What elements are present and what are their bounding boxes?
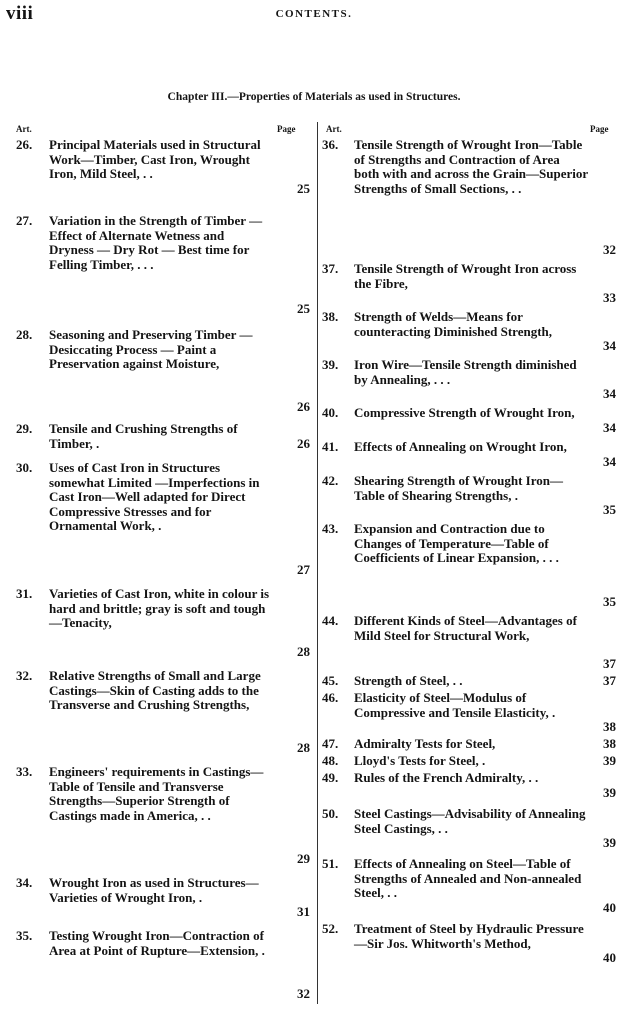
entry-page: 26 [297,399,310,415]
entry-text: Varieties of Cast Iron, white in colour is hard and brittle; gray is soft and tough—Tenacity, [49,586,270,631]
entry-text: Seasoning and Preserving Timber — Desiccating Process — Paint a Preservation against Moisture, [49,327,253,372]
entry-text: Rules of the French Admiralty, . . [354,770,539,785]
toc-entry [16,138,312,197]
toc-entry [322,138,618,258]
entry-number: 31. [16,586,33,601]
entry-number: 26. [16,137,33,152]
entry-text: Admiralty Tests for Steel, [354,736,496,751]
toc-entry [322,771,618,801]
entry-page: 34 [603,338,616,354]
toc-entry [16,669,312,756]
entry-page: 35 [603,502,616,518]
entry-page: 39 [603,753,616,769]
toc-entry [322,522,618,610]
entry-text: Different Kinds of Steel—Advantages of Mild Steel for Structural Work, [354,613,577,643]
entry-number: 50. [322,806,339,821]
entry-number: 30. [16,460,33,475]
entry-text: Testing Wrought Iron—Contraction of Area at Point of Rupture—Extension, . [49,928,265,958]
entry-page: 27 [297,562,310,578]
toc-entry [16,214,312,317]
entry-number: 48. [322,753,339,768]
entry-page: 32 [603,242,616,258]
entry-number: 28. [16,327,33,342]
entry-text: Principal Materials used in Structural Work—Timber, Cast Iron, Wrought Iron, Mild Steel, . . [49,137,261,182]
entry-text: Expansion and Contraction due to Changes of Temperature—Table of Coefficients of Linear Expansion, . . . [354,521,559,566]
entry-text: Strength of Steel, . . [354,673,463,688]
page-number: viii [6,3,34,24]
entry-page: 34 [603,420,616,436]
toc-entry [16,328,312,415]
entry-text: Treatment of Steel by Hydraulic Pressure—Sir Jos. Whitworth's Method, [354,921,584,951]
entry-page: 34 [603,386,616,402]
entry-page: 40 [603,950,616,966]
entry-text: Wrought Iron as used in Structures—Varieties of Wrought Iron, . [49,875,259,905]
running-head: CONTENTS. [275,8,353,20]
toc-entry [322,406,618,436]
entry-number: 34. [16,875,33,890]
entry-text: Elasticity of Steel—Modulus of Compressive and Tensile Elasticity, . [354,690,556,720]
entry-page: 28 [297,740,310,756]
right-page-label: Page [590,124,609,134]
toc-entry [322,754,618,769]
entry-text: Steel Castings—Advisability of Annealing Steel Castings, . . [354,806,586,836]
toc-entry [322,922,618,966]
entry-page: 39 [603,785,616,801]
entry-number: 49. [322,770,339,785]
right-art-label: Art. [326,124,342,134]
entry-page: 34 [603,454,616,470]
left-page-label: Page [277,124,296,134]
toc-entry [16,765,312,867]
entry-number: 32. [16,668,33,683]
entry-text: Tensile Strength of Wrought Iron—Table of Strengths and Contraction of Area both with and across the Grain—Superior Strengths of Small Sections, . . [354,137,588,196]
entry-number: 44. [322,613,339,628]
toc-entry [16,876,312,920]
entry-number: 39. [322,357,339,372]
entry-number: 46. [322,690,339,705]
toc-entry [322,310,618,354]
toc-entry [322,474,618,518]
entry-text: Variation in the Strength of Timber — Effect of Alternate Wetness and Dryness — Dry Rot — Best time for Felling Timber, . . . [49,213,263,272]
entry-page: 37 [603,673,616,689]
toc-entry [16,461,312,578]
chapter-title: Chapter III.—Properties of Materials as used in Structures. [167,91,461,103]
entry-page: 39 [603,835,616,851]
entry-page: 35 [603,594,616,610]
entry-number: 47. [322,736,339,751]
toc-entry [16,929,312,1002]
entry-number: 41. [322,439,339,454]
entry-number: 42. [322,473,339,488]
column-divider [317,122,318,1004]
entry-page: 28 [297,644,310,660]
entry-page: 40 [603,900,616,916]
entry-text: Effects of Annealing on Wrought Iron, [354,439,567,454]
entry-number: 36. [322,137,339,152]
entry-number: 38. [322,309,339,324]
toc-entry [16,587,312,660]
entry-number: 40. [322,405,339,420]
toc-entry [322,691,618,735]
entry-text: Strength of Welds—Means for counteracting Diminished Strength, [354,309,553,339]
right-column [322,138,618,966]
entry-page: 32 [297,986,310,1002]
entry-page: 38 [603,736,616,752]
entry-text: Effects of Annealing on Steel—Table of Strengths of Annealed and Non-annealed Steel, . . [354,856,582,901]
entry-page: 29 [297,851,310,867]
entry-page: 26 [297,436,310,452]
toc-entry [322,614,618,672]
toc-entry [322,262,618,306]
entry-number: 45. [322,673,339,688]
entry-page: 25 [297,181,310,197]
entry-text: Tensile Strength of Wrought Iron across the Fibre, [354,261,577,291]
toc-entry [322,358,618,402]
entry-text: Tensile and Crushing Strengths of Timber, . [49,421,238,451]
entry-number: 35. [16,928,33,943]
entry-text: Relative Strengths of Small and Large Castings—Skin of Casting adds to the Transverse and Crushing Strengths, [49,668,261,713]
entry-page: 33 [603,290,616,306]
entry-text: Engineers' requirements in Castings—Table of Tensile and Transverse Strengths—Superior Strength of Castings made in America, . . [49,764,264,823]
entry-number: 51. [322,856,339,871]
entry-number: 43. [322,521,339,536]
entry-text: Compressive Strength of Wrought Iron, [354,405,575,420]
entry-text: Lloyd's Tests for Steel, . [354,753,486,768]
entry-number: 29. [16,421,33,436]
entry-page: 31 [297,904,310,920]
entry-text: Shearing Strength of Wrought Iron—Table of Shearing Strengths, . [354,473,564,503]
entry-page: 37 [603,656,616,672]
toc-entry [322,440,618,470]
entry-number: 33. [16,764,33,779]
toc-entry [16,422,312,452]
entry-text: Uses of Cast Iron in Structures somewhat Limited —Imperfections in Cast Iron—Well adapted for Direct Compressive Stresses and for Ornamental Work, . [49,460,260,534]
toc-entry [322,807,618,851]
toc-entry [322,674,618,689]
entry-page: 25 [297,301,310,317]
toc-entry [322,737,618,752]
entry-number: 27. [16,213,33,228]
entry-number: 52. [322,921,339,936]
entry-number: 37. [322,261,339,276]
left-column [16,138,312,1002]
toc-entry [322,857,618,916]
entry-page: 38 [603,719,616,735]
entry-text: Iron Wire—Tensile Strength diminished by Annealing, . . . [354,357,577,387]
left-art-label: Art. [16,124,32,134]
